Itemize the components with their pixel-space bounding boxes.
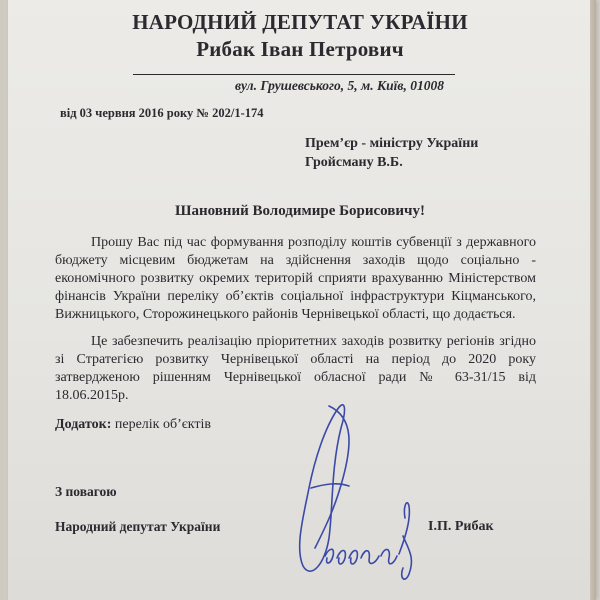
body-paragraph-2: Це забезпечить реалізацію пріоритетних заходів розвитку регіонів згідно зі Стратегією розвитку Чернівецької області на період до 2020 року затвердженою рішенням Чернівецької обласної ради № 63-31/15 від 18.06.2015р. [55,334,536,403]
attachment-label: Додаток: [55,417,112,432]
signer-name: І.П. Рибак [428,519,494,534]
attachment-line [55,417,211,433]
header-divider [133,74,455,75]
header-address: вул. Грушевського, 5, м. Київ, 01008 [235,78,444,93]
header-title: НАРОДНИЙ ДЕПУТАТ УКРАЇНИ [132,10,468,34]
page-edge [590,0,596,600]
handwritten-signature [285,388,445,593]
addressee-line-2: Гройсману В.Б. [305,155,403,170]
body-paragraph-1: Прошу Вас під час формування розподілу коштів субвенції з державного бюджету місцевим бюджетам на здійснення заходів щодо соціально - економічного розвитку окремих територій сприяти врахуванню Міністерством фінансів України переліку об’єктів соціальної інфраструктури Кіцманського, Вижницького, Сторожинецького районів Чернівецької області, що додається. [55,235,536,322]
salutation: Шановний Володимире Борисовичу! [174,203,426,219]
letter-date-reference: від 03 червня 2016 року № 202/1-174 [60,106,264,120]
signer-title: Народний депутат України [55,519,221,534]
header-name: Рибак Іван Петрович [196,37,404,61]
closing-phrase: З повагою [55,484,117,499]
attachment-text: перелік об’єктів [111,417,212,432]
addressee-line-1: Прем’єр - міністру України [305,136,479,151]
